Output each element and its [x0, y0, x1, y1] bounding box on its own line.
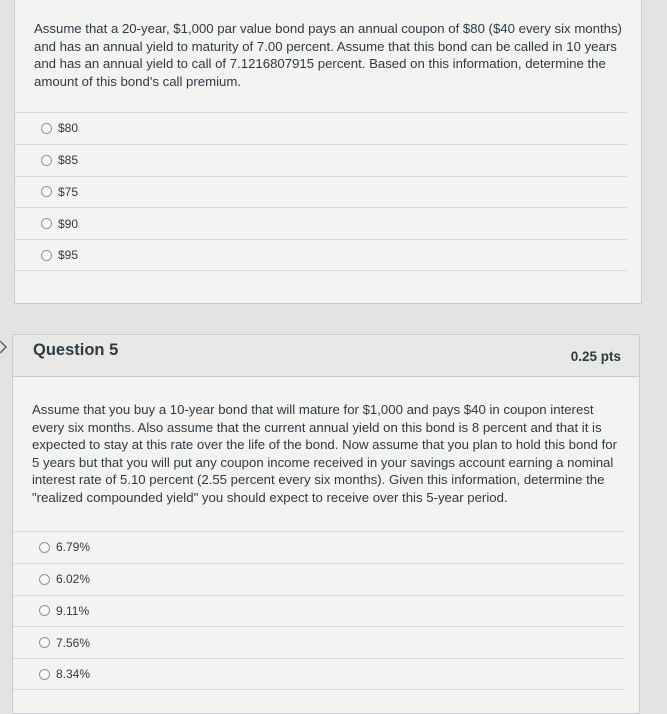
answer-label: $80 [58, 121, 79, 136]
question-points: 0.25 pts [570, 349, 621, 364]
answer-option[interactable] [13, 531, 625, 563]
answer-option[interactable] [15, 112, 627, 144]
radio-unselected-icon[interactable] [41, 218, 52, 229]
question-4-card [14, 0, 642, 304]
chevron-right-icon[interactable] [0, 340, 8, 354]
question-5-card [12, 334, 640, 714]
radio-unselected-icon[interactable] [41, 250, 52, 261]
answer-label: $90 [58, 216, 79, 231]
question-5-text: Assume that you buy a 10-year bond that will mature for $1,000 and pays $40 in coupon interest every six months. Also assume that the current annual yield on this bond is 8 percent and that it is expected to stay at this rate over the life of the bond. Now assume that you plan to hold this bond for 5 years but that you will put any coupon income received in your savings account earning a nominal interest rate of 5.10 percent (2.55 percent every six months). Given this information, determine the "realized compounded yield" you should expect to receive over this 5-year period. [32, 402, 617, 505]
answer-option[interactable] [15, 207, 627, 239]
answer-label: 9.11% [56, 603, 90, 618]
answer-option[interactable] [13, 563, 625, 595]
answer-option[interactable] [13, 658, 625, 690]
radio-unselected-icon[interactable] [41, 155, 52, 166]
question-5-header [13, 335, 639, 377]
question-5-answers [13, 531, 625, 690]
question-4-answers [15, 112, 627, 271]
answer-option[interactable] [13, 595, 625, 627]
answer-option[interactable] [15, 176, 627, 208]
radio-unselected-icon[interactable] [41, 123, 52, 134]
answer-label: 7.56% [56, 635, 91, 650]
question-title: Question 5 [33, 341, 119, 359]
radio-unselected-icon[interactable] [39, 637, 50, 648]
answer-label: 6.02% [56, 572, 91, 587]
radio-unselected-icon[interactable] [39, 605, 50, 616]
answer-option[interactable] [13, 626, 625, 658]
radio-unselected-icon[interactable] [39, 542, 50, 553]
answer-option[interactable] [15, 239, 627, 271]
answer-label: $95 [58, 248, 79, 263]
question-4-text: Assume that a 20-year, $1,000 par value bond pays an annual coupon of $80 ($40 every six months) and has an annual yield to maturity of 7.00 percent. Assume that this bond can be called in 10 years and has an annual yield to call of 7.1216807915 percent. Based on this information, determine the amount of this bond's call premium. [34, 21, 622, 89]
answer-label: 6.79% [56, 540, 91, 555]
radio-unselected-icon[interactable] [39, 669, 50, 680]
radio-unselected-icon[interactable] [41, 186, 52, 197]
radio-unselected-icon[interactable] [39, 574, 50, 585]
answer-label: 8.34% [56, 667, 91, 682]
answer-label: $85 [58, 153, 79, 168]
answer-label: $75 [58, 184, 79, 199]
answer-option[interactable] [15, 144, 627, 176]
